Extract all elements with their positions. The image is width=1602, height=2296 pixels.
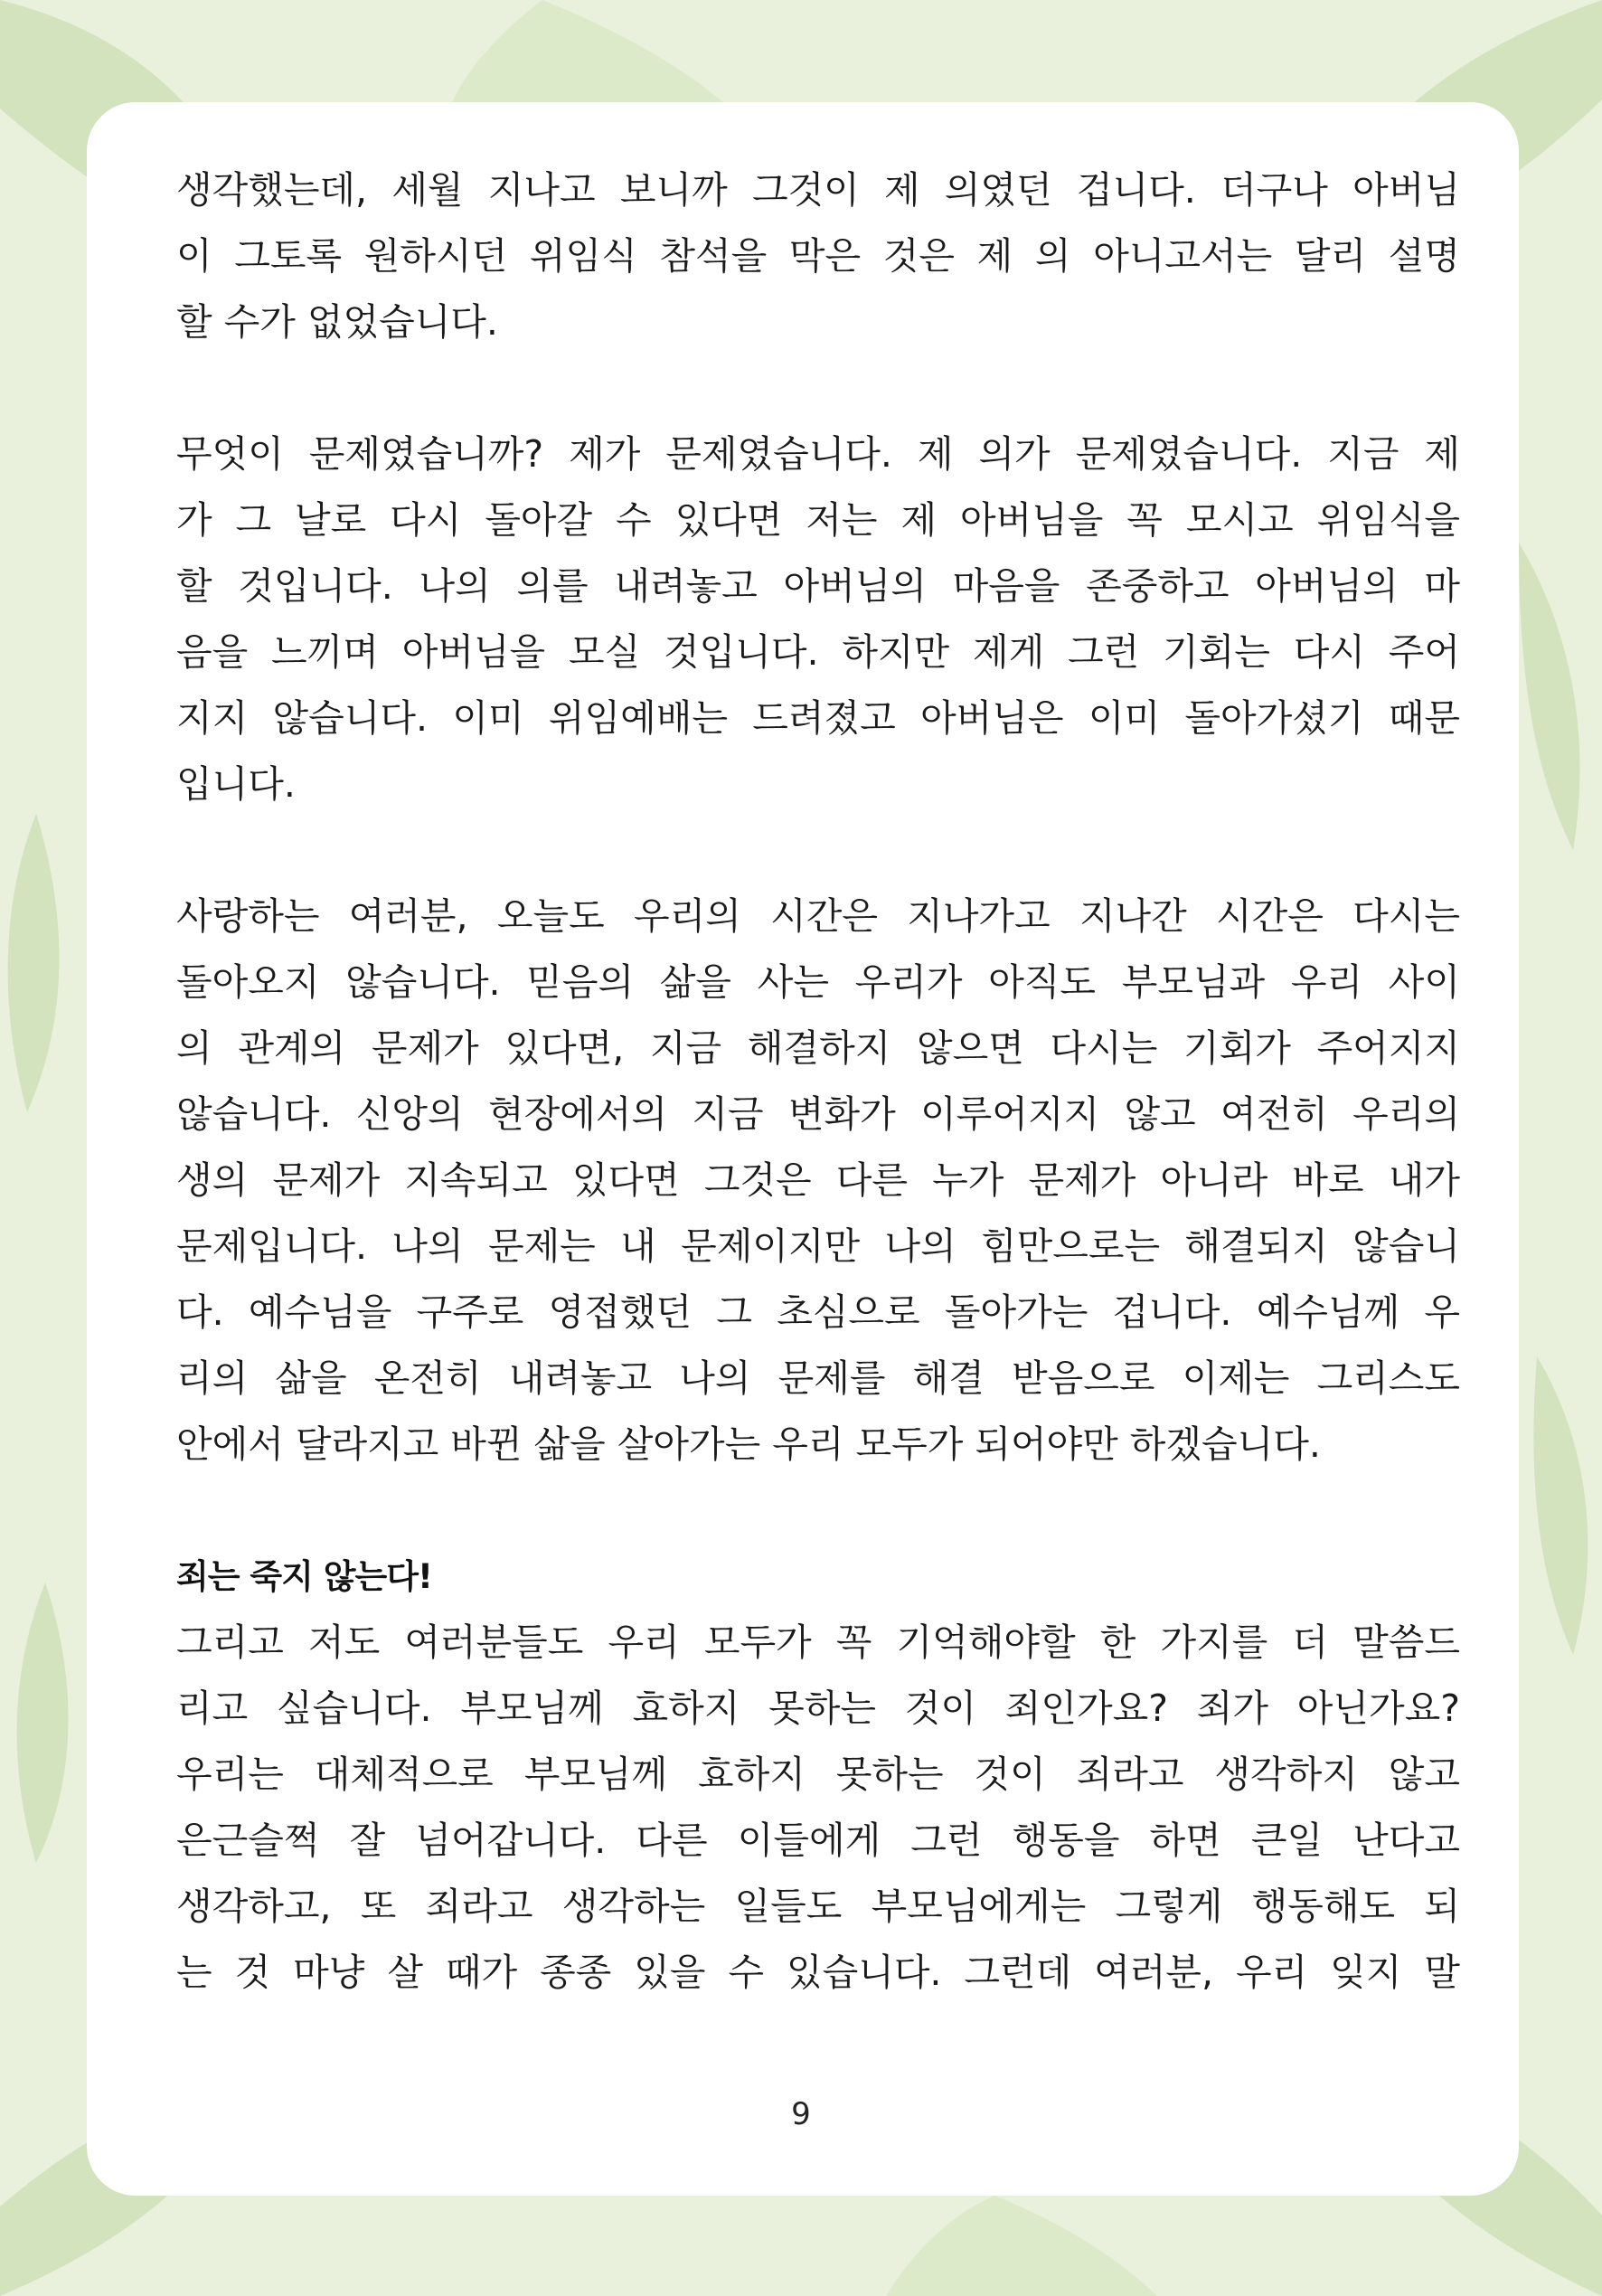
text-line: 은근슬쩍 잘 넘어갑니다. 다른 이들에게 그런 행동을 하면 큰일 난다고 xyxy=(176,1819,1460,1862)
paragraph-gap xyxy=(176,1478,1460,1544)
text-line: 는 것 마냥 살 때가 종종 있을 수 있습니다. 그런데 여러분, 우리 잊지 말 xyxy=(176,1951,1460,1994)
section-heading: 죄는 죽지 않는다! xyxy=(176,1557,432,1596)
text-line: 다. 예수님을 구주로 영접했던 그 초심으로 돌아가는 겁니다. 예수님께 우 xyxy=(176,1290,1460,1334)
text-line: 돌아오지 않습니다. 믿음의 삶을 사는 우리가 아직도 부모님과 우리 사이 xyxy=(176,960,1460,1004)
text-line: 지지 않습니다. 이미 위임예배는 드려졌고 아버님은 이미 돌아가셨기 때문 xyxy=(176,696,1460,740)
text-line: 가 그 날로 다시 돌아갈 수 있다면 저는 제 아버님을 꼭 모시고 위임식을 xyxy=(176,498,1460,542)
paragraph-gap xyxy=(176,817,1460,883)
paragraph-3 xyxy=(176,883,1460,1478)
text-line: 생각했는데, 세월 지나고 보니까 그것이 제 의였던 겁니다. 더구나 아버님 xyxy=(176,168,1460,212)
text-line: 않습니다. 신앙의 현장에서의 지금 변화가 이루어지지 않고 여전히 우리의 xyxy=(176,1092,1460,1136)
paragraph-2 xyxy=(176,421,1460,817)
text-line: 무엇이 문제였습니까? 제가 문제였습니다. 제 의가 문제였습니다. 지금 제 xyxy=(176,432,1460,476)
text-line: 의 관계의 문제가 있다면, 지금 해결하지 않으면 다시는 기회가 주어지지 xyxy=(176,1026,1460,1070)
page-number: 9 xyxy=(791,2096,811,2132)
text-line: 입니다. xyxy=(176,762,296,806)
text-line: 음을 느끼며 아버님을 모실 것입니다. 하지만 제게 그런 기회는 다시 주어 xyxy=(176,630,1460,674)
paragraph-gap xyxy=(176,355,1460,421)
text-line: 생각하고, 또 죄라고 생각하는 일들도 부모님에게는 그렇게 행동해도 되 xyxy=(176,1885,1460,1928)
text-line: 리고 싶습니다. 부모님께 효하지 못하는 것이 죄인가요? 죄가 아닌가요? xyxy=(176,1687,1460,1730)
text-line: 이 그토록 원하시던 위임식 참석을 막은 것은 제 의 아니고서는 달리 설명 xyxy=(176,234,1460,278)
text-line: 그리고 저도 여러분들도 우리 모두가 꼭 기억해야할 한 가지를 더 말씀드 xyxy=(176,1620,1460,1664)
text-line: 문제입니다. 나의 문제는 내 문제이지만 나의 힘만으로는 해결되지 않습니 xyxy=(176,1224,1460,1268)
text-line: 사랑하는 여러분, 오늘도 우리의 시간은 지나가고 지나간 시간은 다시는 xyxy=(176,894,1460,938)
text-line: 생의 문제가 지속되고 있다면 그것은 다른 누가 문제가 아니라 바로 내가 xyxy=(176,1158,1460,1202)
text-line: 안에서 달라지고 바뀐 삶을 살아가는 우리 모두가 되어야만 하겠습니다. xyxy=(176,1422,1321,1466)
paragraph-1 xyxy=(176,157,1460,355)
text-line: 우리는 대체적으로 부모님께 효하지 못하는 것이 죄라고 생각하지 않고 xyxy=(176,1753,1460,1796)
text-line: 리의 삶을 온전히 내려놓고 나의 문제를 해결 받음으로 이제는 그리스도 xyxy=(176,1356,1460,1400)
page-content xyxy=(176,157,1460,2006)
text-line: 할 수가 없었습니다. xyxy=(176,300,498,344)
section-block xyxy=(176,1544,1460,2006)
text-line: 할 것입니다. 나의 의를 내려놓고 아버님의 마음을 존중하고 아버님의 마 xyxy=(176,564,1460,608)
